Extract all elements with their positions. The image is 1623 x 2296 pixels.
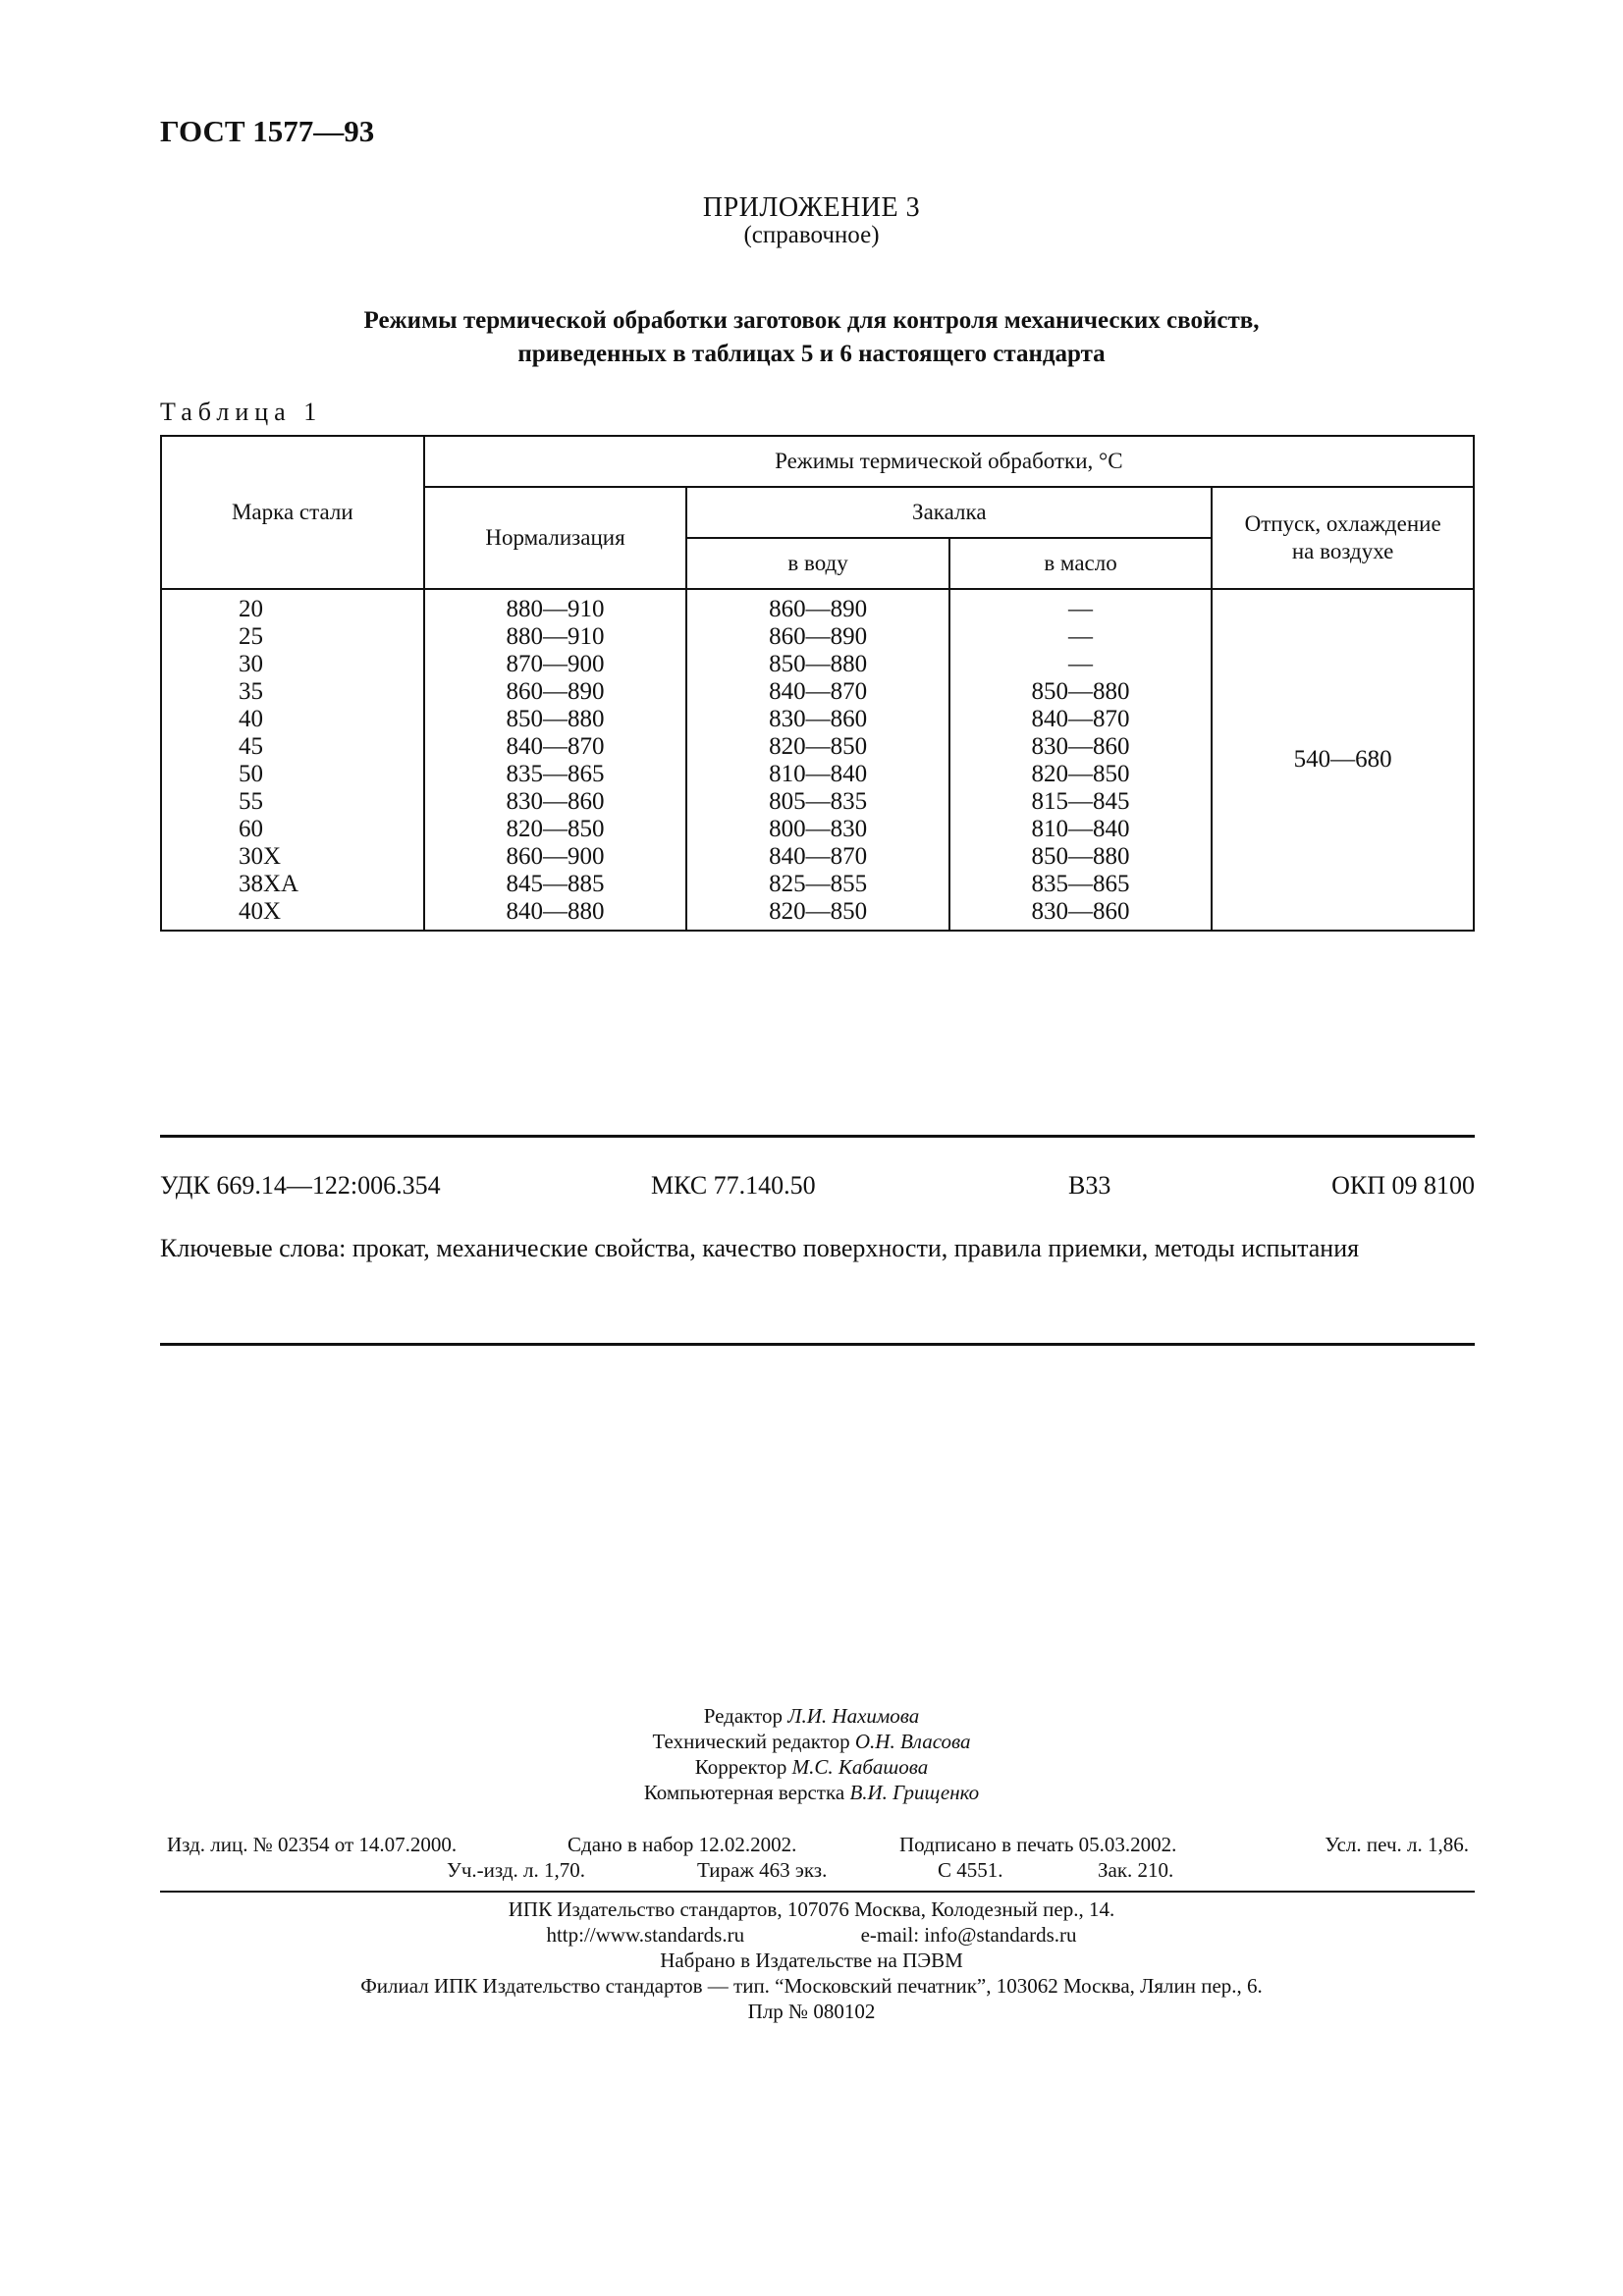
table-cell: 30 [239, 651, 263, 677]
tempering-value: 540—680 [1212, 589, 1474, 931]
pub-signed: Подписано в печать 05.03.2002. [899, 1833, 1177, 1856]
printer-plr: Плр № 080102 [747, 2000, 876, 2023]
table-cell: 830—860 [506, 788, 605, 815]
header-normalization: Нормализация [424, 487, 687, 589]
credit-corrector: Корректор М.С. Кабашова [694, 1755, 929, 1779]
okp-code: ОКП 09 8100 [1331, 1171, 1475, 1200]
table-cell: 825—855 [769, 871, 868, 897]
standard-code: ГОСТ 1577—93 [160, 114, 375, 148]
table-cell: 840—870 [769, 678, 868, 705]
divider-bottom [160, 1343, 1475, 1346]
table-cell: 880—910 [506, 623, 605, 650]
table-cell: 30Х [239, 843, 282, 870]
printer-info [0, 1896, 1623, 2024]
appendix-heading-line1: Режимы термической обработки заготовок для контроля механических свойств, [363, 307, 1260, 334]
table-cell: 860—890 [769, 596, 868, 622]
table-cell: 55 [239, 788, 263, 815]
mks-code: МКС 77.140.50 [651, 1171, 816, 1200]
printer-website[interactable]: http://www.standards.ru [546, 1923, 745, 1947]
table-cell: 850—880 [1031, 843, 1130, 870]
table-cell: 840—870 [506, 733, 605, 760]
table-cell: — [1068, 623, 1094, 650]
table-label: Таблица 1 [160, 398, 323, 426]
appendix-subtitle: (справочное) [743, 222, 880, 248]
table-cell: 830—860 [769, 706, 868, 732]
credit-layout: Компьютерная верстка В.И. Грищенко [643, 1781, 980, 1804]
table-cell: 820—850 [769, 898, 868, 925]
header-steel-grade: Марка стали [161, 436, 424, 589]
table-cell: 820—850 [506, 816, 605, 842]
column-water [686, 589, 948, 931]
udk-code: УДК 669.14—122:006.354 [160, 1171, 441, 1200]
table-cell: 40Х [239, 898, 282, 925]
table-cell: 870—900 [506, 651, 605, 677]
table-cell: 25 [239, 623, 263, 650]
table-cell: 850—880 [769, 651, 868, 677]
pub-circulation: Тираж 463 экз. [697, 1858, 828, 1882]
table-cell: 850—880 [506, 706, 605, 732]
appendix-heading [0, 304, 1623, 371]
table-cell: 860—890 [769, 623, 868, 650]
pub-edition-sheets: Уч.-изд. л. 1,70. [447, 1858, 585, 1882]
table-cell: 820—850 [769, 733, 868, 760]
pub-print-sheets: Усл. печ. л. 1,86. [1325, 1833, 1469, 1856]
credits [0, 1703, 1623, 1805]
divider-top [160, 1135, 1475, 1138]
printer-branch: Филиал ИПК Издательство стандартов — тип. “Московский печатник”, 103062 Москва, Лялин пер., 6. [360, 1974, 1263, 1998]
table-cell: 50 [239, 761, 263, 787]
table-cell: 815—845 [1031, 788, 1130, 815]
pub-c-number: С 4551. [938, 1858, 1003, 1882]
column-oil [949, 589, 1212, 931]
table-cell: 805—835 [769, 788, 868, 815]
table-cell: 845—885 [506, 871, 605, 897]
credit-tech-editor: Технический редактор О.Н. Власова [652, 1730, 971, 1753]
table-cell: 840—870 [1031, 706, 1130, 732]
table-cell: 20 [239, 596, 263, 622]
printer-address: ИПК Издательство стандартов, 107076 Москва, Колодезный пер., 14. [508, 1897, 1115, 1921]
table-cell: 38ХА [239, 871, 299, 897]
table-cell: 835—865 [506, 761, 605, 787]
table-cell: 810—840 [1031, 816, 1130, 842]
table-cell: 850—880 [1031, 678, 1130, 705]
table-cell: 860—890 [506, 678, 605, 705]
credit-editor: Редактор Л.И. Нахимова [703, 1704, 920, 1728]
appendix-heading-line2: приведенных в таблицах 5 и 6 настоящего стандарта [517, 341, 1106, 367]
table-cell: 830—860 [1031, 898, 1130, 925]
table-cell: 810—840 [769, 761, 868, 787]
keywords: Ключевые слова: прокат, механические свойства, качество поверхности, правила приемки, методы испытания [160, 1234, 1360, 1262]
table-cell: 820—850 [1031, 761, 1130, 787]
header-in-oil: в масло [949, 538, 1212, 589]
header-in-water: в воду [686, 538, 948, 589]
column-normalization [424, 589, 687, 931]
table-cell: 880—910 [506, 596, 605, 622]
pub-license: Изд. лиц. № 02354 от 14.07.2000. [167, 1833, 458, 1856]
printer-email[interactable]: e-mail: info@standards.ru [860, 1923, 1077, 1947]
publishing-divider [160, 1891, 1475, 1893]
header-quenching: Закалка [686, 487, 1212, 538]
appendix-title: ПРИЛОЖЕНИЕ 3 [702, 192, 921, 223]
table-cell: — [1068, 596, 1094, 622]
header-modes: Режимы термической обработки, °С [424, 436, 1474, 487]
table-cell: 40 [239, 706, 263, 732]
heat-treatment-table [160, 435, 1475, 932]
table-cell: 800—830 [769, 816, 868, 842]
table-cell: 60 [239, 816, 263, 842]
printer-typeset: Набрано в Издательстве на ПЭВМ [660, 1949, 963, 1972]
printer-contacts [0, 1922, 1623, 1948]
table-cell: 35 [239, 678, 263, 705]
table-cell: 830—860 [1031, 733, 1130, 760]
table-cell: 860—900 [506, 843, 605, 870]
table-cell: 835—865 [1031, 871, 1130, 897]
header-tempering: Отпуск, охлаждение на воздухе [1212, 487, 1474, 589]
table-cell: 45 [239, 733, 263, 760]
group-code: В33 [1068, 1171, 1111, 1200]
table-cell: — [1068, 651, 1094, 677]
table-cell: 840—870 [769, 843, 868, 870]
column-steel-grade [161, 589, 424, 931]
table-cell: 840—880 [506, 898, 605, 925]
pub-sent: Сдано в набор 12.02.2002. [568, 1833, 797, 1856]
pub-order: Зак. 210. [1098, 1858, 1174, 1882]
